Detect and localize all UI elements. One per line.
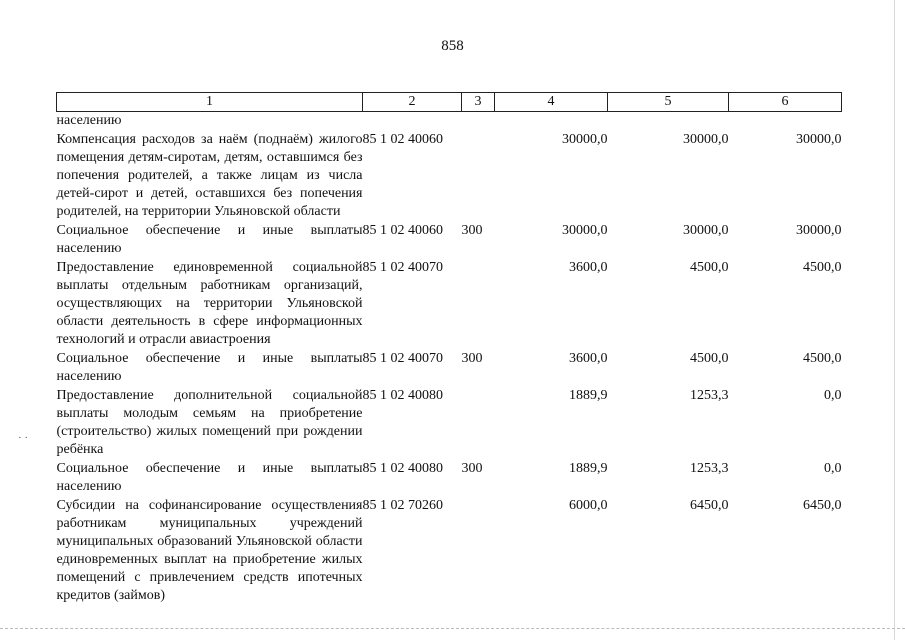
row-code: 85 1 02 40070	[362, 260, 443, 275]
continuation-row	[57, 112, 842, 131]
table-row	[57, 130, 842, 221]
page-bottom-edge	[0, 628, 905, 630]
row-name: Социальное обеспечение и иные выплаты населению	[56, 461, 363, 494]
row-value-2: 30000,0	[683, 132, 729, 147]
row-value-3: 0,0	[824, 461, 842, 476]
table-row	[57, 221, 842, 258]
page-number: 858	[441, 38, 464, 54]
row-code: 85 1 02 40060	[362, 223, 443, 238]
row-value-2: 4500,0	[690, 351, 729, 366]
row-name: Социальное обеспечение и иные выплаты населению	[56, 223, 363, 256]
table-row	[57, 349, 842, 386]
row-value-2: 1253,3	[690, 461, 729, 476]
row-code: 85 1 02 40080	[362, 461, 443, 476]
continuation-text: населению	[56, 113, 122, 128]
row-code: 85 1 02 40060	[362, 132, 443, 147]
row-value-3: 6450,0	[803, 498, 842, 513]
row-vr	[462, 258, 495, 349]
row-vr	[462, 386, 495, 459]
margin-dots: · ·	[18, 432, 29, 444]
row-value-1: 30000,0	[562, 132, 608, 147]
budget-table	[56, 92, 842, 605]
row-code: 85 1 02 40070	[362, 351, 443, 366]
row-value-1: 6000,0	[569, 498, 608, 513]
table-row	[57, 258, 842, 349]
row-name: Предоставление дополнительной социальной выплаты молодым семьям на приобретение (строительство) жилых помещений при рождении ребёнка	[56, 388, 363, 457]
row-value-3: 4500,0	[803, 260, 842, 275]
header-col-5: 5	[608, 93, 729, 112]
row-value-2: 30000,0	[683, 223, 729, 238]
row-value-1: 30000,0	[562, 223, 608, 238]
row-name: Предоставление единовременной социальной выплаты отдельным работникам организаций, осуществляющих на территории Ульяновской области деятельность в сфере информационных технологий и отрасли авиастроения	[56, 260, 363, 347]
row-value-2: 1253,3	[690, 388, 729, 403]
row-vr: 300	[461, 223, 483, 238]
table-row	[57, 459, 842, 496]
table-row	[57, 496, 842, 605]
row-value-2: 6450,0	[690, 498, 729, 513]
row-value-3: 30000,0	[796, 223, 842, 238]
row-value-3: 4500,0	[803, 351, 842, 366]
row-value-1: 3600,0	[569, 260, 608, 275]
row-value-1: 1889,9	[569, 388, 608, 403]
row-name: Компенсация расходов за наём (поднаём) жилого помещения детям-сиротам, детям, оставшимся без попечения родителей, а также лицам из числа детей-сирот и детей, оставшихся без попечения родителей, на территории Ульяновской области	[56, 132, 363, 219]
row-value-1: 1889,9	[569, 461, 608, 476]
row-code: 85 1 02 70260	[362, 498, 443, 513]
table-row	[57, 386, 842, 459]
header-row	[57, 93, 842, 112]
header-col-6: 6	[729, 93, 842, 112]
row-value-3: 30000,0	[796, 132, 842, 147]
header-col-2: 2	[363, 93, 462, 112]
header-col-1: 1	[57, 93, 363, 112]
row-value-3: 0,0	[824, 388, 842, 403]
header-col-3: 3	[462, 93, 495, 112]
row-name: Субсидии на софинансирование осуществления работникам муниципальных учреждений муниципальных образований Ульяновской области единовременных выплат на приобретение жилых помещений с привлечением средств ипотечных кредитов (займов)	[56, 498, 363, 603]
header-col-4: 4	[495, 93, 608, 112]
row-name: Социальное обеспечение и иные выплаты населению	[56, 351, 363, 384]
row-value-1: 3600,0	[569, 351, 608, 366]
row-vr: 300	[461, 351, 483, 366]
page-edge	[894, 0, 895, 640]
row-vr	[462, 496, 495, 605]
row-vr: 300	[461, 461, 483, 476]
row-code: 85 1 02 40080	[362, 388, 443, 403]
row-value-2: 4500,0	[690, 260, 729, 275]
row-vr	[462, 130, 495, 221]
